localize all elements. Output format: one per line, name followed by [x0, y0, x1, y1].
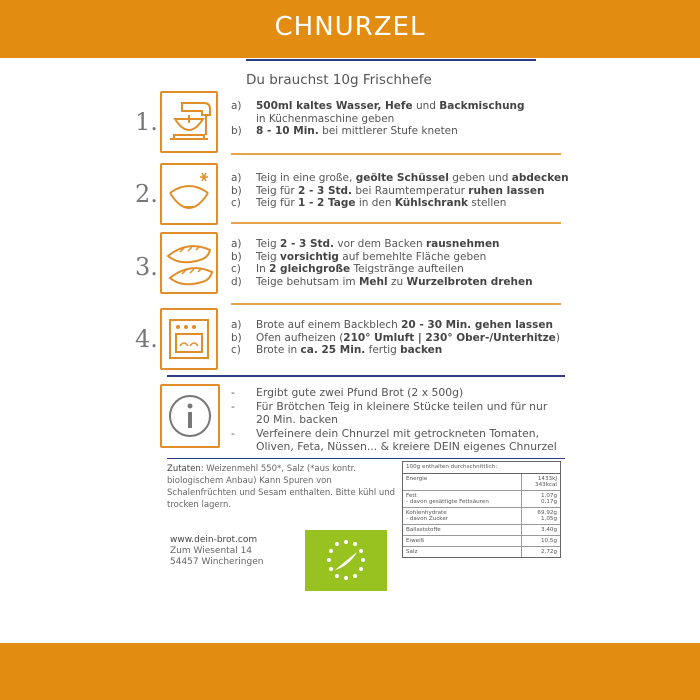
step-divider — [231, 153, 561, 155]
step-line — [231, 100, 525, 113]
step-line-label: c) — [231, 263, 241, 275]
info-divider — [167, 458, 565, 459]
step-line-label: c) — [231, 344, 241, 356]
eu-organic-logo-icon — [305, 530, 387, 591]
footer-band — [0, 643, 700, 700]
step-1-text — [231, 100, 525, 138]
step-line — [231, 344, 560, 357]
step-line-label: d) — [231, 275, 242, 288]
step-line-text: 500ml kaltes Wasser, Hefe und Backmischung — [256, 100, 525, 112]
step-line — [231, 172, 569, 185]
header-divider — [246, 59, 536, 61]
yeast-note: Du brauchst 10g Frischhefe — [246, 72, 432, 88]
step-2-text — [231, 172, 569, 210]
info-item: - Für Brötchen Teig in kleinere Stücke teilen und für nur — [231, 399, 548, 413]
step-line-text: Teig 2 - 3 Std. vor dem Backen rausnehmen — [256, 238, 500, 250]
dough-bowl-icon — [160, 163, 218, 225]
address-street: Zum Wiesental 14 — [170, 546, 253, 556]
step-line — [231, 332, 560, 345]
step-line-text: in Küchenmaschine geben — [256, 112, 395, 125]
info-item: - Ergibt gute zwei Pfund Brot (2 x 500g) — [231, 386, 464, 399]
step-line-text: Brote in ca. 25 Min. fertig backen — [256, 344, 443, 356]
step-line — [231, 263, 533, 276]
nutrition-row: Salz 2,72g — [403, 547, 560, 557]
bread-loaves-icon — [160, 232, 218, 294]
step-divider — [231, 303, 561, 305]
stand-mixer-icon — [160, 91, 218, 153]
info-item: - Verfeinere dein Chnurzel mit getrockneten Tomaten, — [231, 426, 540, 440]
step-4-text — [231, 319, 560, 357]
ingredients-text: Weizenmehl 550*, Salz (*aus kontr. biologischem Anbau) Kann Spuren von Schalenfrüchten und Sesam enthalten. Bitte kühl und trocken lagern. — [167, 464, 396, 510]
step-line — [231, 238, 533, 251]
page-title: CHNURZEL — [274, 12, 426, 42]
step-divider — [231, 222, 561, 224]
info-icon — [160, 384, 220, 448]
step-line-label: a) — [231, 319, 242, 331]
ingredients — [167, 463, 399, 511]
step-line — [231, 197, 569, 210]
info-item: 20 Min. backen — [256, 413, 338, 426]
step-4-number: 4. — [135, 325, 158, 353]
nutrition-row: Ballaststoffe 3,40g — [403, 525, 560, 536]
address-city: 54457 Wincheringen — [170, 557, 264, 567]
nutrition-header: 100g enthalten durchschnittlich: — [403, 462, 560, 474]
step-1-number: 1. — [135, 108, 158, 136]
step-line — [231, 276, 533, 289]
step-line-label: b) — [231, 331, 242, 344]
step-line — [231, 185, 569, 198]
step-line-label: b) — [231, 184, 242, 197]
website-link[interactable]: www.dein-brot.com — [170, 535, 258, 545]
step-line — [231, 319, 560, 332]
step-line-text: Teig für 2 - 3 Std. bei Raumtemperatur ruhen lassen — [256, 184, 545, 197]
step-line — [231, 113, 525, 126]
step-line-label: c) — [231, 197, 241, 209]
step-line-text: Teig vorsichtig auf bemehlte Fläche geben — [256, 250, 487, 263]
step-line — [231, 251, 533, 264]
step-line-label — [231, 113, 256, 126]
nutrition-row: Energie 1433kJ 343kcal — [403, 474, 560, 491]
step-line-label: b) — [231, 125, 242, 137]
info-list — [231, 386, 571, 454]
step-line-text: In 2 gleichgroße Teigstränge aufteilen — [256, 263, 464, 275]
nutrition-row: Fett - davon gesättigte Fettsäuren 1,07g 0,17g — [403, 491, 560, 508]
step-line-text: Teig für 1 - 2 Tage in den Kühlschrank stellen — [256, 197, 507, 209]
nutrition-row: Eiweiß 10,5g — [403, 536, 560, 547]
step-line-text: Ofen aufheizen (210° Umluft | 230° Ober-/Unterhitze) — [256, 331, 560, 344]
ingredients-label: Zutaten: — [167, 464, 204, 474]
step-2-number: 2. — [135, 180, 158, 208]
address-block — [170, 535, 263, 568]
step-line-text: Teige behutsam im Mehl zu Wurzelbroten drehen — [256, 275, 533, 288]
step-3-text — [231, 238, 533, 288]
step-line-label: a) — [231, 172, 242, 184]
info-item: Oliven, Feta, Nüssen... & kreiere DEIN eigenes Chnurzel — [256, 440, 557, 453]
step-line-text: 8 - 10 Min. bei mittlerer Stufe kneten — [256, 125, 458, 137]
step-line-text: Teig in eine große, geölte Schüssel geben und abdecken — [256, 172, 569, 184]
step-line-label: b) — [231, 250, 242, 263]
step-line-text: Brote auf einem Backblech 20 - 30 Min. gehen lassen — [256, 319, 553, 331]
step-line-label: a) — [231, 100, 242, 112]
step-3-number: 3. — [135, 253, 158, 281]
oven-icon — [160, 308, 218, 370]
step-line — [231, 125, 525, 138]
step-line-label: a) — [231, 238, 242, 250]
section-divider — [167, 375, 565, 377]
nutrition-table — [402, 461, 561, 558]
nutrition-row: Kohlenhydrate - davon Zucker 69,92g 1,05g — [403, 508, 560, 525]
